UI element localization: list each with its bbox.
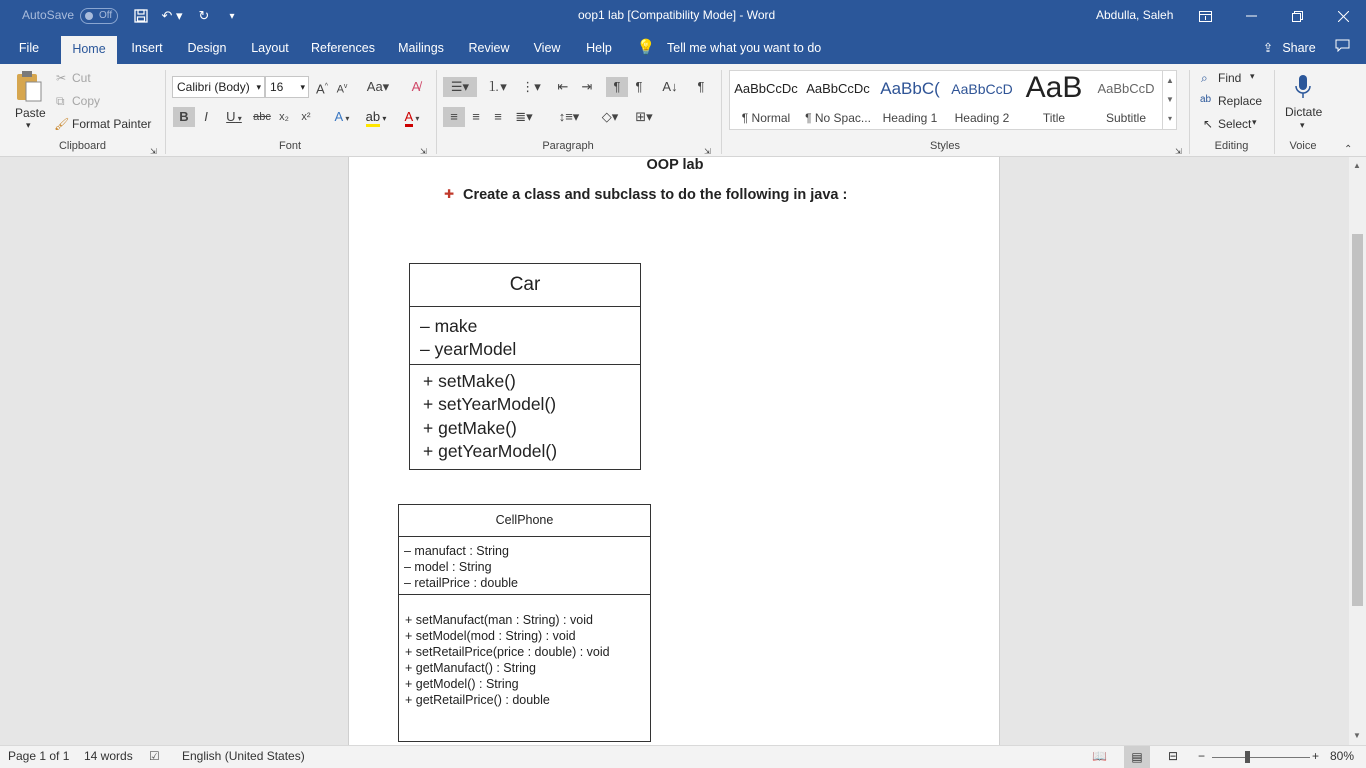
cellphone-class-diagram (398, 504, 651, 742)
redo-icon[interactable]: ↻ (198, 8, 210, 23)
document-workspace (0, 157, 1349, 745)
comments-icon[interactable] (1330, 32, 1354, 64)
tab-insert[interactable]: Insert (131, 41, 163, 55)
user-name[interactable]: Abdulla, Saleh (1096, 8, 1174, 22)
font-size-value: 16 (270, 80, 284, 94)
grow-font-icon[interactable]: A^ (316, 81, 328, 97)
ltr-icon[interactable]: ¶ (606, 77, 628, 97)
car-attributes (410, 306, 640, 364)
document-page[interactable] (348, 157, 1000, 745)
multilevel-list-icon[interactable]: ⋮▾ (521, 79, 541, 94)
tab-view[interactable]: View (533, 41, 561, 55)
text-effects-icon[interactable]: A ▾ (334, 109, 350, 124)
microphone-icon[interactable] (1294, 74, 1312, 100)
cellphone-method: + getRetailPrice() : double (405, 693, 550, 707)
cellphone-attribute: – manufact : String (404, 544, 509, 558)
document-title: oop1 lab [Compatibility Mode] - Word (578, 8, 776, 22)
styles-scroll[interactable] (1162, 71, 1177, 129)
strikethrough-icon[interactable]: abc (253, 111, 271, 123)
shading-icon[interactable]: ◇▾ (601, 109, 619, 124)
editing-group-label: Editing (1214, 140, 1249, 152)
car-method: + setMake() (423, 371, 516, 391)
italic-icon[interactable]: I (204, 109, 208, 124)
paste-button[interactable]: Paste (15, 106, 46, 120)
style-normal[interactable] (730, 71, 802, 129)
style-preview: AaBbCcDc (806, 81, 870, 96)
customize-qat-icon[interactable]: ▾ (229, 10, 235, 22)
tab-file[interactable]: File (18, 41, 40, 55)
font-group-label: Font (278, 140, 301, 152)
zoom-level[interactable]: 80% (1330, 749, 1355, 763)
car-method: + setYearModel() (423, 394, 557, 415)
numbering-icon[interactable]: ⒈▾ (487, 79, 507, 94)
style-subtitle[interactable] (1090, 71, 1162, 129)
styles-group-label: Styles (930, 140, 960, 152)
cellphone-class-name: CellPhone (495, 513, 554, 527)
style-name: Heading 2 (954, 111, 1010, 125)
clear-formatting-icon[interactable]: A̸ (411, 79, 421, 94)
superscript-icon[interactable]: x² (301, 111, 311, 123)
line-spacing-icon[interactable]: ↕≡▾ (558, 109, 580, 124)
tab-design[interactable]: Design (187, 41, 227, 55)
font-color-icon[interactable]: A ▾ (396, 107, 428, 129)
tab-layout[interactable]: Layout (251, 41, 289, 55)
style-heading-1[interactable] (874, 71, 946, 129)
cut-icon[interactable]: ✂ (56, 71, 67, 85)
font-name-value: Calibri (Body) (177, 80, 250, 94)
close-icon[interactable] (1320, 0, 1366, 32)
copy-icon[interactable]: ⧉ (56, 94, 65, 108)
font-name-select[interactable] (172, 76, 265, 98)
cellphone-methods (399, 594, 650, 708)
chevron-down-icon[interactable]: ▾ (1252, 117, 1257, 127)
tab-review[interactable]: Review (468, 41, 510, 55)
highlight-color-icon[interactable]: ab ▾ (360, 107, 392, 129)
car-method: + getMake() (423, 417, 517, 438)
proofing-icon[interactable]: ☑ (149, 749, 160, 763)
zoom-out-icon[interactable]: − (1198, 749, 1206, 763)
lightbulb-icon: 💡 (636, 39, 656, 56)
undo-icon[interactable]: ↶ ▾ (161, 8, 183, 23)
find-icon[interactable]: ⌕ (1201, 71, 1208, 85)
style-no-spacing[interactable] (802, 71, 874, 129)
cellphone-method: + setModel(mod : String) : void (405, 629, 576, 643)
replace-button[interactable]: Replace (1218, 94, 1263, 108)
style-name: Heading 1 (882, 111, 938, 125)
show-formatting-icon[interactable]: ¶ (697, 79, 705, 94)
car-method: + getYearModel() (423, 440, 558, 461)
scroll-thumb[interactable] (1352, 234, 1363, 606)
styles-launcher-icon[interactable]: ⇲ (1175, 147, 1182, 156)
tell-me-search[interactable]: Tell me what you want to do (667, 41, 822, 55)
autosave-toggle[interactable]: Off (80, 8, 118, 24)
collapse-ribbon-icon[interactable]: ⌃ (1344, 144, 1353, 155)
paste-icon[interactable] (14, 70, 44, 104)
style-preview: AaBbC( (880, 79, 940, 98)
paste-dropdown-icon[interactable]: ▾ (26, 120, 31, 130)
styles-gallery (729, 70, 1177, 130)
bullets-icon[interactable]: ☰▾ (443, 77, 477, 97)
voice-group-label: Voice (1289, 140, 1317, 152)
rtl-icon[interactable]: ¶ (635, 79, 643, 94)
font-launcher-icon[interactable]: ⇲ (420, 147, 427, 156)
zoom-slider[interactable] (1212, 757, 1310, 758)
shrink-font-icon[interactable]: $A^v$ (336, 83, 348, 96)
word-count[interactable]: 14 words (84, 749, 133, 763)
cellphone-attribute: – retailPrice : double (404, 576, 518, 590)
tab-mailings[interactable]: Mailings (398, 41, 444, 55)
decrease-indent-icon[interactable]: ⇤ (557, 79, 569, 94)
dictate-button[interactable]: Dictate (1285, 105, 1323, 119)
align-right-icon[interactable]: ≡ (494, 109, 502, 124)
subscript-icon[interactable]: x₂ (279, 111, 289, 123)
scroll-up-icon[interactable]: ▲ (1353, 161, 1361, 170)
chevron-down-icon[interactable]: ▼ (1166, 95, 1174, 104)
zoom-in-icon[interactable]: + (1312, 749, 1320, 763)
car-attribute: – yearModel (420, 339, 517, 359)
cellphone-method: + setRetailPrice(price : double) : void (405, 645, 610, 659)
find-button[interactable]: Find (1218, 71, 1242, 85)
web-layout-icon[interactable]: ⊟ (1168, 749, 1179, 763)
read-mode-icon[interactable]: 📖 (1092, 749, 1107, 763)
replace-icon[interactable]: ab (1200, 94, 1212, 105)
ribbon-display-options-icon[interactable] (1182, 0, 1228, 32)
font-size-select[interactable] (265, 76, 309, 98)
cellphone-method: + setManufact(man : String) : void (405, 613, 593, 627)
cellphone-attributes (399, 536, 650, 594)
vertical-scrollbar[interactable] (1349, 157, 1366, 745)
style-heading-2[interactable] (946, 71, 1018, 129)
chevron-up-icon[interactable]: ▲ (1166, 76, 1174, 85)
page-count[interactable]: Page 1 of 1 (8, 749, 70, 763)
cellphone-method: + getModel() : String (405, 677, 519, 691)
increase-indent-icon[interactable]: ⇥ (581, 79, 593, 94)
copy-button[interactable]: Copy (72, 94, 101, 108)
bullet-icon: ✚ (444, 187, 455, 201)
chevron-down-icon[interactable]: ▾ (1300, 120, 1305, 130)
ribbon-tabs (0, 32, 1366, 64)
car-attribute: – make (420, 316, 478, 336)
cellphone-attribute: – model : String (404, 560, 492, 574)
share-button[interactable]: Share (1282, 41, 1316, 55)
car-class-diagram (409, 263, 641, 470)
tab-references[interactable]: References (311, 41, 375, 55)
style-name: ¶ Normal (741, 111, 791, 125)
align-left-icon[interactable]: ≡ (443, 107, 465, 127)
style-preview: AaBbCcDc (734, 81, 798, 96)
status-bar (0, 745, 1366, 768)
language[interactable]: English (United States) (182, 749, 305, 763)
chevron-down-icon: ▾ (256, 82, 261, 92)
style-preview: AaBbCcD (951, 81, 1013, 97)
style-name: ¶ No Spac... (805, 111, 871, 125)
align-center-icon[interactable]: ≡ (472, 109, 480, 124)
more-styles-icon[interactable]: ▾ (1167, 114, 1172, 123)
title-bar (0, 0, 1366, 32)
chevron-down-icon[interactable]: ▾ (1250, 71, 1255, 81)
clipboard-group-label: Clipboard (58, 140, 107, 152)
style-name: Title (1042, 111, 1066, 125)
restore-icon[interactable] (1274, 0, 1320, 32)
paragraph-launcher-icon[interactable]: ⇲ (704, 147, 711, 156)
change-case-icon[interactable]: Aa▾ (366, 79, 390, 94)
tab-home[interactable]: Home (61, 36, 117, 64)
justify-icon[interactable]: ≣▾ (515, 109, 533, 124)
style-name: Subtitle (1105, 111, 1147, 125)
style-preview: AaBbCcD (1097, 81, 1155, 96)
ribbon-home (0, 64, 1366, 157)
borders-icon[interactable]: ⊞▾ (635, 109, 653, 124)
style-title[interactable] (1018, 71, 1090, 129)
chevron-down-icon: ▾ (300, 82, 305, 92)
cut-button[interactable]: Cut (72, 71, 91, 85)
share-icon[interactable]: ⇪ (1262, 41, 1274, 55)
autosave-label: AutoSave (22, 8, 75, 22)
bold-icon[interactable]: B (173, 107, 195, 127)
minimize-icon[interactable] (1228, 0, 1274, 32)
paragraph-group-label: Paragraph (542, 140, 594, 152)
car-class-name: Car (509, 274, 541, 295)
select-icon[interactable]: ↖ (1203, 117, 1214, 131)
print-layout-icon[interactable]: ▤ (1124, 746, 1150, 768)
format-painter-button[interactable]: Format Painter (72, 117, 152, 131)
clipboard-launcher-icon[interactable]: ⇲ (150, 147, 157, 156)
sort-icon[interactable]: A↓ (662, 79, 678, 94)
document-heading: OOP lab (646, 157, 704, 173)
zoom-slider-thumb[interactable] (1245, 751, 1250, 763)
scroll-down-icon[interactable]: ▼ (1353, 731, 1361, 740)
cellphone-method: + getManufact() : String (405, 661, 536, 675)
instruction-text: Create a class and subclass to do the following in java : (463, 187, 848, 203)
format-painter-icon[interactable]: 🖌 (54, 117, 70, 131)
style-preview: AaB (1025, 71, 1083, 104)
tab-help[interactable]: Help (586, 41, 612, 55)
underline-icon[interactable]: U ▾ (226, 109, 242, 124)
select-button[interactable]: Select (1218, 117, 1252, 131)
car-methods (410, 364, 640, 463)
